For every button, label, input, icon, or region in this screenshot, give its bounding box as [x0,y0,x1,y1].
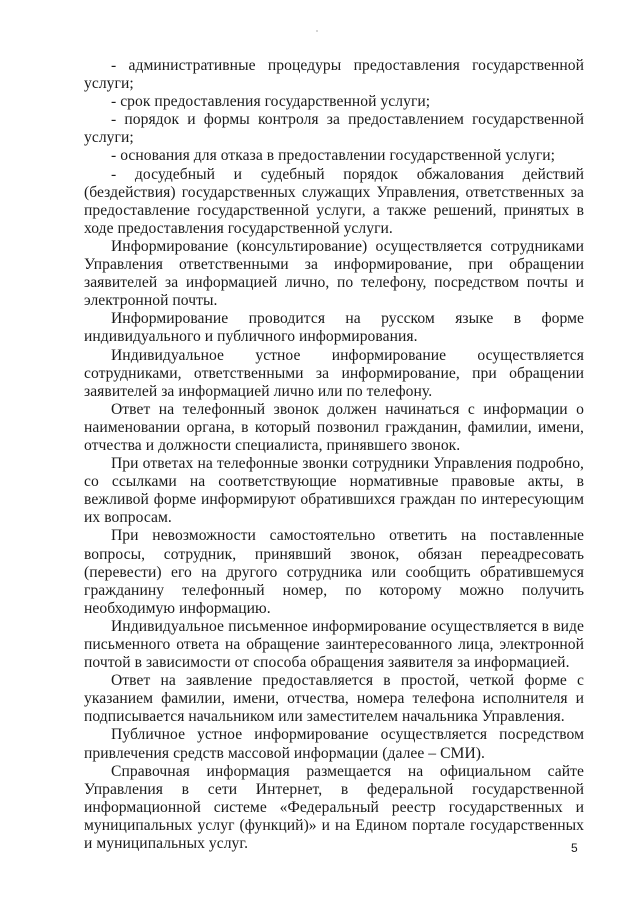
paragraph-reply-form: Ответ на заявление предоставляется в простой, четкой форме с указанием фамилии, имени, отчества, номера телефона исполнителя и подписывается начальником или заместителем начальника Управления. [84,672,584,726]
paragraph-public-informing: Публичное устное информирование осуществляется посредством привлечения средств массовой информации (далее – СМИ). [84,726,584,762]
page-number: 5 [571,841,578,855]
paragraph-oral-informing: Индивидуальное устное информирование осуществляется сотрудниками, ответственными за информирование, при обращении заявителей за информацией лично или по телефону. [84,346,584,400]
paragraph-redirect: При невозможности самостоятельно ответить на поставленные вопросы, сотрудник, принявший звонок, обязан переадресовать (перевести) его на другого сотрудника или сообщить обратившемуся гражданину телефонный номер, по которому можно получить необходимую информацию. [84,527,584,617]
scan-speck [316,30,318,32]
paragraph-language: Информирование проводится на русском языке в форме индивидуального и публичного информирования. [84,310,584,346]
list-item-appeal-procedure: - досудебный и судебный порядок обжалования действий (бездействия) государственных служащих Управления, ответственных за предоставление государственной услуги, а также решений, принятых в ходе предоставления государственной услуги. [84,165,584,237]
paragraph-phone-manner: При ответах на телефонные звонки сотрудники Управления подробно, со ссылками на соответствующие нормативные правовые акты, в вежливой форме информируют обратившихся граждан по интересующим их вопросам. [84,455,584,527]
paragraph-reference-info: Справочная информация размещается на официальном сайте Управления в сети Интернет, в федеральной государственной информационной системе «Федеральный реестр государственных и муниципальных услуг (функций)» и на Едином портале государственных и муниципальных услуг. [84,762,584,853]
list-item-refusal-grounds: - основания для отказа в предоставлении государственной услуги; [111,147,556,165]
list-item-administrative-procedures: - административные процедуры предоставления государственной услуги; [84,57,584,93]
list-item-control-procedure: - порядок и формы контроля за предоставлением государственной услуги; [84,111,584,147]
document-body [84,57,584,853]
list-item-service-term: - срок предоставления государственной услуги; [111,93,431,111]
paragraph-written-informing: Индивидуальное письменное информирование осуществляется в виде письменного ответа на обращение заинтересованного лица, электронной почтой в зависимости от способа обращения заявителя за информацией. [84,617,584,672]
paragraph-phone-answer: Ответ на телефонный звонок должен начинаться с информации о наименовании органа, в который позвонил гражданин, фамилии, имени, отчества и должности специалиста, принявшего звонок. [84,400,584,454]
paragraph-consulting: Информирование (консультирование) осуществляется сотрудниками Управления ответственными за информирование, при обращении заявителей за информацией лично, по телефону, посредством почты и электронной почты. [84,237,584,310]
